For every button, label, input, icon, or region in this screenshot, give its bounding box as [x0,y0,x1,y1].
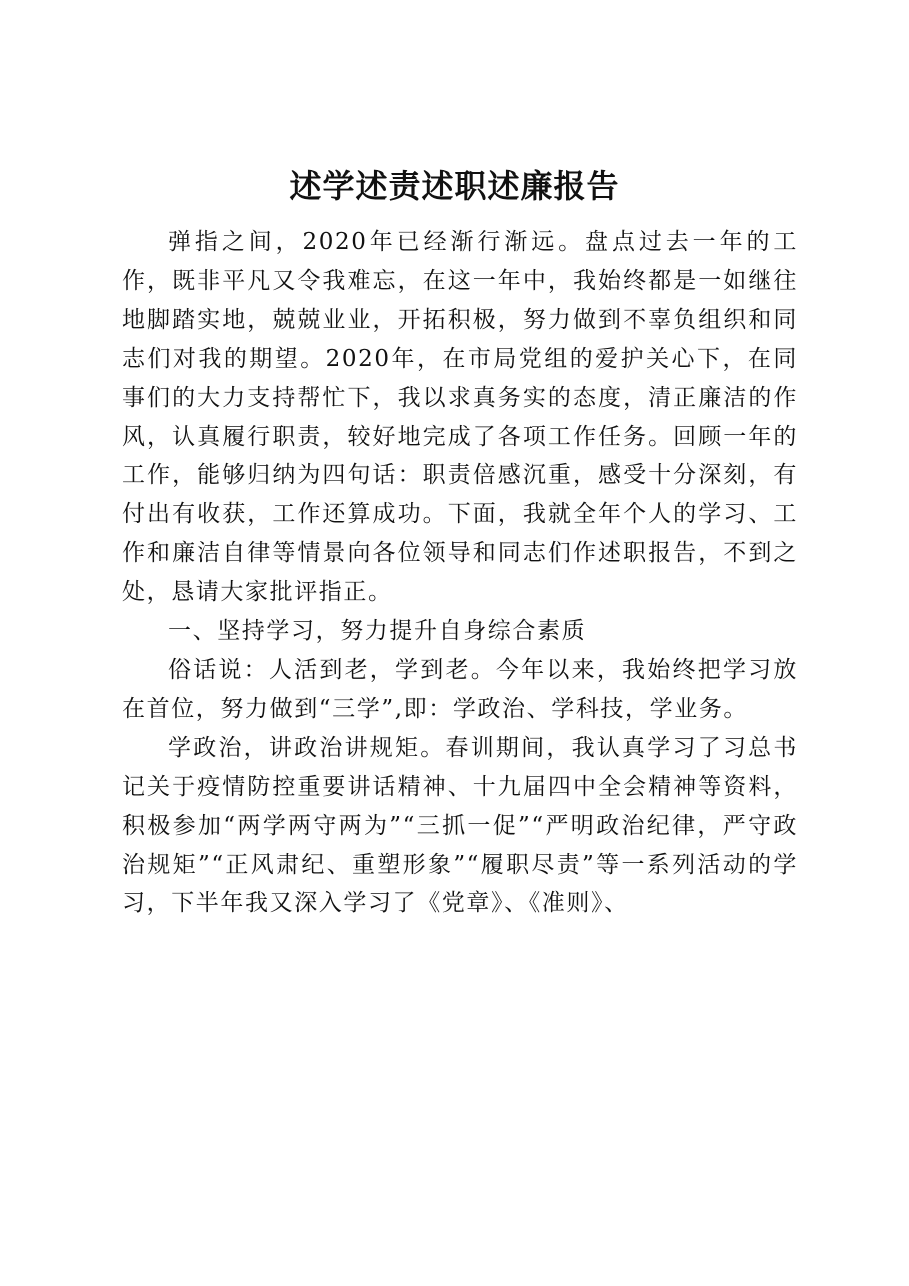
document-title: 述学述责述职述廉报告 [289,167,620,205]
paragraph-study: 俗话说：人活到老，学到老。今年以来，我始终把学习放在首位，努力做到“三学”,即：学政治、学科技，学业务。 [122,656,798,722]
document-body [122,223,798,923]
paragraph-intro: 弹指之间，2020年已经渐行渐远。盘点过去一年的工作，既非平凡又令我难忘，在这一年中，我始终都是一如继往地脚踏实地，兢兢业业，开拓积极，努力做到不辜负组织和同志们对我的期望。2020年，在市局党组的爱护关心下，在同事们的大力支持帮忙下，我以求真务实的态度，清正廉洁的作风，认真履行职责，较好地完成了各项工作任务。回顾一年的工作，能够归纳为四句话：职责倍感沉重，感受十分深刻，有付出有收获，工作还算成功。下面，我就全年个人的学习、工作和廉洁自律等情景向各位领导和同志们作述职报告，不到之处，恳请大家批评指正。 [122,229,798,606]
section-heading-1: 一、坚持学习，努力提升自身综合素质 [168,618,587,645]
paragraph-politics: 学政治，讲政治讲规矩。春训期间，我认真学习了习总书记关于疫情防控重要讲话精神、十九届四中全会精神等资料，积极参加“两学两守两为”“三抓一促”“严明政治纪律，严守政治规矩”“正风肃纪、重塑形象”“履职尽责”等一系列活动的学习，下半年我又深入学习了《党章》、《准则》、 [122,734,798,917]
